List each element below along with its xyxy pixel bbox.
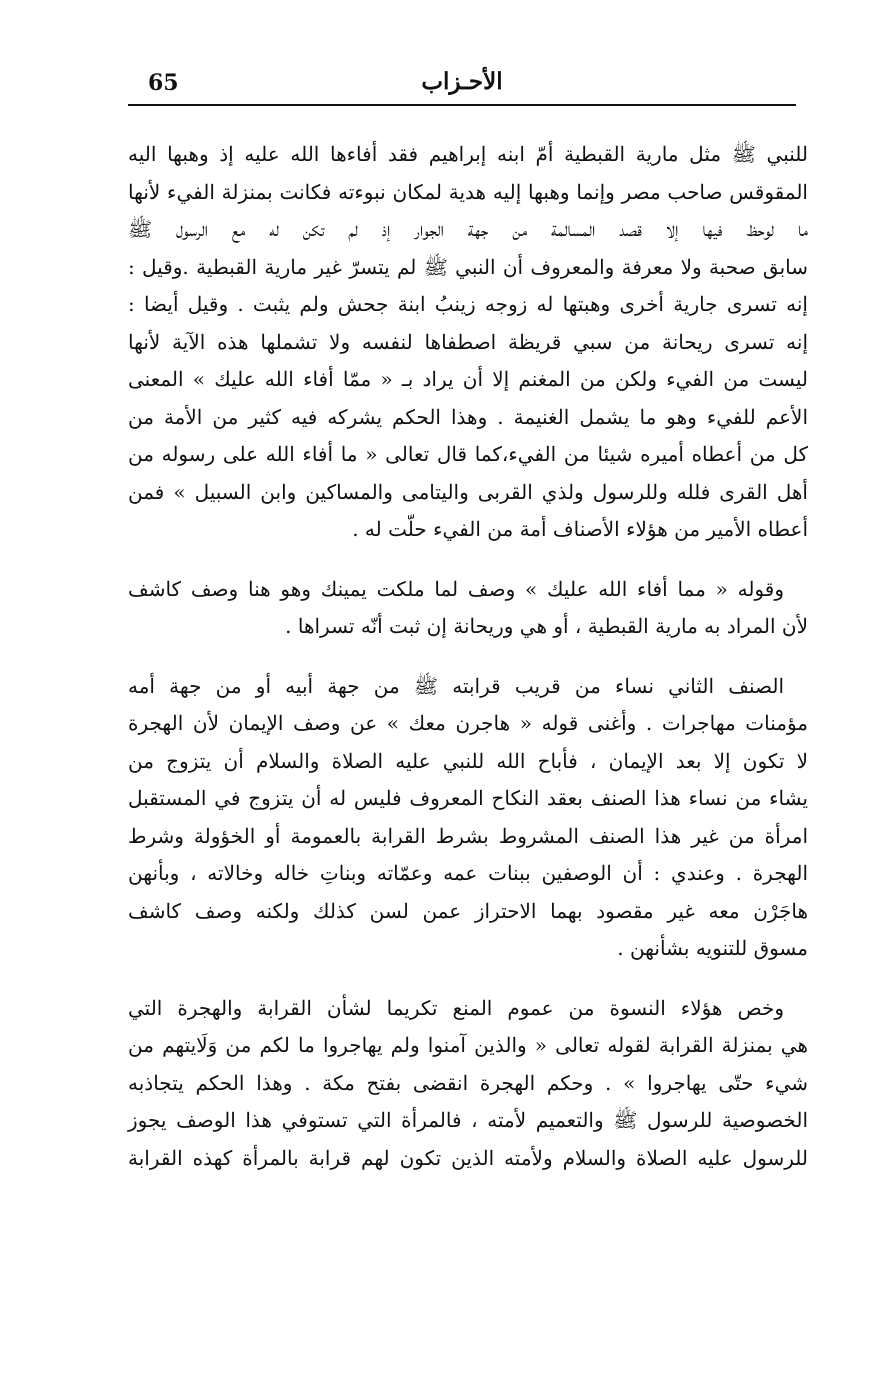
paragraph-4 <box>128 990 808 1178</box>
text-line: أهل القرى فلله وللرسول ولذي القربى واليتامى والمساكين وابن السبيل » فمن <box>128 479 808 504</box>
text-line: الهجرة . وعندي : أن الوصفين ببنات عمه وعمّاته وبناتِ خاله وخالاته ، وبأنهن <box>128 861 808 885</box>
text-line: إنه تسرى ريحانة من سبي قريظة اصطفاها لنفسه ولا تشملها هذه الآية لأنها <box>128 329 808 354</box>
paragraph-gap <box>128 968 808 990</box>
text-line: الأعم للفيء وهو ما يشمل الغنيمة . وهذا الحكم يشركه فيه كثير من الأمة من <box>128 404 808 429</box>
text-line: الصنف الثاني نساء من قريب قرابته ﷺ من جهة أبيه أو من جهة أمه <box>128 673 784 698</box>
text-line: لأن المراد به مارية القبطية ، أو هي وريحانة إن ثبت أنّه تسراها . <box>285 614 808 638</box>
text-line: مسوق للتنويه بشأنهن . <box>617 936 808 960</box>
text-line: هاجَرْن معه غير مقصود بهما الاحتراز عمن لسن كذلك ولكنه وصف كاشف <box>128 898 808 923</box>
page-number: 65 <box>148 70 179 96</box>
text-line: إنه تسرى جارية أخرى وهبتها له زوجه زينبُ ابنة جحش ولم يثبت . وقيل أيضا : <box>128 292 808 316</box>
text-line: امرأة من غير هذا الصنف المشروط بشرط القرابة بالعمومة أو الخؤولة وشرط <box>128 823 808 848</box>
text-line: للنبي ﷺ مثل مارية القبطية أمّ ابنه إبراهيم فقد أفاءها الله عليه إذ وهبها اليه <box>128 142 808 166</box>
paragraph-2 <box>128 571 808 646</box>
text-line: هي بمنزلة القرابة لقوله تعالى « والذين آمنوا ولم يهاجروا ما لكم من وَلَايتهم من <box>128 1033 808 1057</box>
page-header <box>128 66 796 102</box>
text-line: سابق صحبة ولا معرفة والمعروف أن النبي ﷺ لم يتسرّ غير مارية القبطية .وقيل : <box>128 254 808 279</box>
body-text <box>128 136 808 1177</box>
text-line: أعطاه الأمير من هؤلاء الأصناف أمة من الفيء حلّت له . <box>352 517 808 541</box>
text-line: شيء حتّى يهاجروا » . وحكم الهجرة انقضى بفتح مكة . وهذا الحكم يتجاذبه <box>128 1070 808 1095</box>
running-title: الأحـزاب <box>421 68 503 95</box>
text-line: لا تكون إلا بعد الإيمان ، فأباح الله للنبي عليه الصلاة والسلام أن يتزوج من <box>128 748 808 773</box>
text-line: مؤمنات مهاجرات . وأغنى قوله « هاجرن معك » عن وصف الإيمان لأن الهجرة <box>128 711 808 735</box>
text-line: ليست من الفيء ولكن من المغنم إلا أن يراد بـ « ممّا أفاء الله عليك » المعنى <box>128 367 808 391</box>
paragraph-1 <box>128 136 808 549</box>
text-line: وقوله « مما أفاء الله عليك » وصف لما ملكت يمينك وهو هنا وصف كاشف <box>128 576 784 601</box>
text-line: الخصوصية للرسول ﷺ والتعميم لأمته ، فالمرأة التي تستوفي هذا الوصف يجوز <box>128 1108 808 1132</box>
text-line: يشاء من نساء هذا الصنف بعقد النكاح المعروف فليس له أن يتزوج في المستقبل <box>128 786 808 810</box>
text-line: ما لوحظ فيها إلا قصد المسالمة من جهة الجوار إذ لم تكن له مع الرسول ﷺ <box>128 217 808 241</box>
paragraph-3 <box>128 668 808 968</box>
text-line: كل من أعطاه أميره شيئا من الفيء،كما قال تعالى « ما أفاء الله على رسوله من <box>128 442 808 466</box>
text-line: المقوقس صاحب مصر وإنما وهبها إليه هدية لمكان نبوءته فكانت بمنزلة الفيء لأنها <box>128 179 808 204</box>
text-line: وخص هؤلاء النسوة من عموم المنع تكريما لشأن القرابة والهجرة التي <box>128 995 784 1020</box>
paragraph-gap <box>128 549 808 571</box>
text-line: للرسول عليه الصلاة والسلام ولأمته الذين تكون لهم قرابة بالمرأة كهذه القرابة <box>128 1145 808 1170</box>
paragraph-gap <box>128 646 808 668</box>
header-rule <box>128 104 796 106</box>
